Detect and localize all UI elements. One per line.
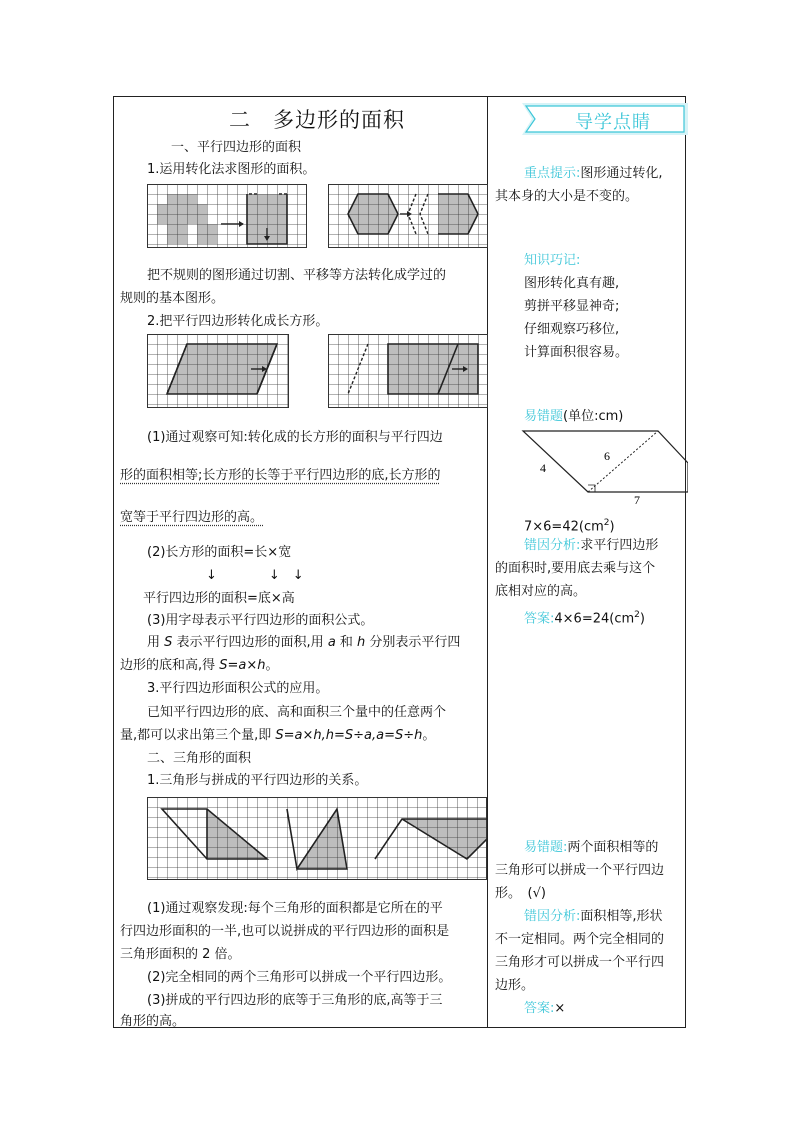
mistake-2: 易错题:两个面积相等的 [524, 840, 659, 855]
triangle-obs-line-1: (1)通过观察发现:每个三角形的面积都是它所在的平 [147, 901, 443, 916]
mnemonic-label: 知识巧记: [524, 253, 581, 268]
label-side: 4 [540, 461, 546, 475]
triangle-obs-line-5: (3)拼成的平行四边形的底等于三角形的底,高等于三 [147, 993, 443, 1008]
guide-banner-title: 导学点睛 [575, 112, 651, 133]
para-irregular-line-1: 把不规则的图形通过切割、平移等方法转化成学过的 [147, 268, 447, 283]
letters-line-1: 用 S 表示平行四边形的面积,用 a 和 h 分别表示平行四 [147, 635, 461, 650]
answer-2: 答案:× [524, 1001, 566, 1016]
label-diagonal: 6 [604, 449, 610, 463]
key-point: 重点提示:图形通过转化, [524, 166, 663, 181]
error-analysis-line-2: 的面积时,要用底去乘与这个 [495, 561, 656, 576]
mistake-2-line-2: 三角形可以拼成一个平行四边 [495, 863, 665, 878]
triangle-obs-line-6: 角形的高。 [120, 1014, 186, 1029]
parallelogram-figure-left [147, 334, 289, 408]
error-analysis: 错因分析:求平行四边形 [524, 538, 659, 553]
triangle-figure [147, 797, 487, 880]
key-point-line-2: 其本身的大小是不变的。 [495, 189, 639, 204]
label-base: 7 [634, 493, 640, 504]
transform-figure-left [147, 184, 307, 248]
item-3-heading: 3.平行四边形面积公式的应用。 [147, 681, 329, 696]
error-analysis-2-line-3: 三角形才可以拼成一个平行四 [495, 955, 665, 970]
wrong-calculation: $7\times 6=42(cm^2)$ [524, 518, 615, 535]
mnemonic-line-1: 图形转化真有趣, [524, 276, 620, 291]
transform-figure-right [328, 184, 488, 248]
page-title: 二 多边形的面积 [229, 108, 405, 132]
letters-heading: (3)用字母表示平行四边形的面积公式。 [147, 613, 374, 628]
observation-1-line-2: 形的面积相等;长方形的长等于平行四边形的底,长方形的 [120, 468, 441, 483]
apply-line-1: 已知平行四边形的底、高和面积三个量中的任意两个 [147, 705, 447, 720]
section-heading-triangle: 二、三角形的面积 [147, 751, 252, 766]
item-1-heading: 1.运用转化法求图形的面积。 [147, 162, 316, 177]
error-analysis-line-3: 底相对应的高。 [495, 584, 587, 599]
height-dashed-line [588, 431, 658, 492]
triangle-item-1: 1.三角形与拼成的平行四边形的关系。 [147, 773, 368, 788]
formula-parallelogram: 平行四边形的面积=底×高 [143, 591, 295, 606]
observation-1-line-3: 宽等于平行四边形的高。 [120, 510, 264, 525]
parallelogram-figure-right [328, 334, 488, 408]
mnemonic-line-2: 剪拼平移显神奇; [524, 299, 620, 314]
triangle-obs-line-2: 行四边形面积的一半,也可以说拼成的平行四边形的面积是 [120, 924, 450, 939]
apply-line-2: 量,都可以求出第三个量,即 S=a×h,h=S÷a,a=S÷h。 [120, 728, 436, 743]
error-analysis-2: 错因分析:面积相等,形状 [524, 909, 663, 924]
observation-1-line-1: (1)通过观察可知:转化成的长方形的面积与平行四边 [147, 430, 443, 445]
formula-arrows: ↓ ↓ ↓ [206, 568, 304, 583]
section-heading-parallelogram: 一、平行四边形的面积 [171, 140, 302, 155]
formula-rectangle: (2)长方形的面积=长×宽 [147, 545, 292, 560]
mistake-heading: 易错题(单位:cm) [524, 409, 624, 424]
mnemonic-line-3: 仔细观察巧移位, [524, 322, 620, 337]
letters-line-2: 边形的底和高,得 S=a×h。 [120, 658, 279, 673]
error-analysis-2-line-4: 边形。 [495, 978, 535, 993]
error-analysis-2-line-2: 不一定相同。两个完全相同的 [495, 932, 665, 947]
triangle-obs-line-4: (2)完全相同的两个三角形可以拼成一个平行四边形。 [147, 970, 452, 985]
mistake-2-line-3: 形。 (√) [495, 886, 546, 901]
para-irregular-line-2: 规则的基本图形。 [120, 291, 225, 306]
item-2-heading: 2.把平行四边形转化成长方形。 [147, 314, 329, 329]
triangle-obs-line-3: 三角形面积的 2 倍。 [120, 947, 241, 962]
answer-1: 答案$:4\times 6=24(cm^2)$ [524, 610, 645, 627]
mistake-parallelogram-figure [518, 428, 688, 504]
mnemonic-line-4: 计算面积很容易。 [524, 345, 629, 360]
